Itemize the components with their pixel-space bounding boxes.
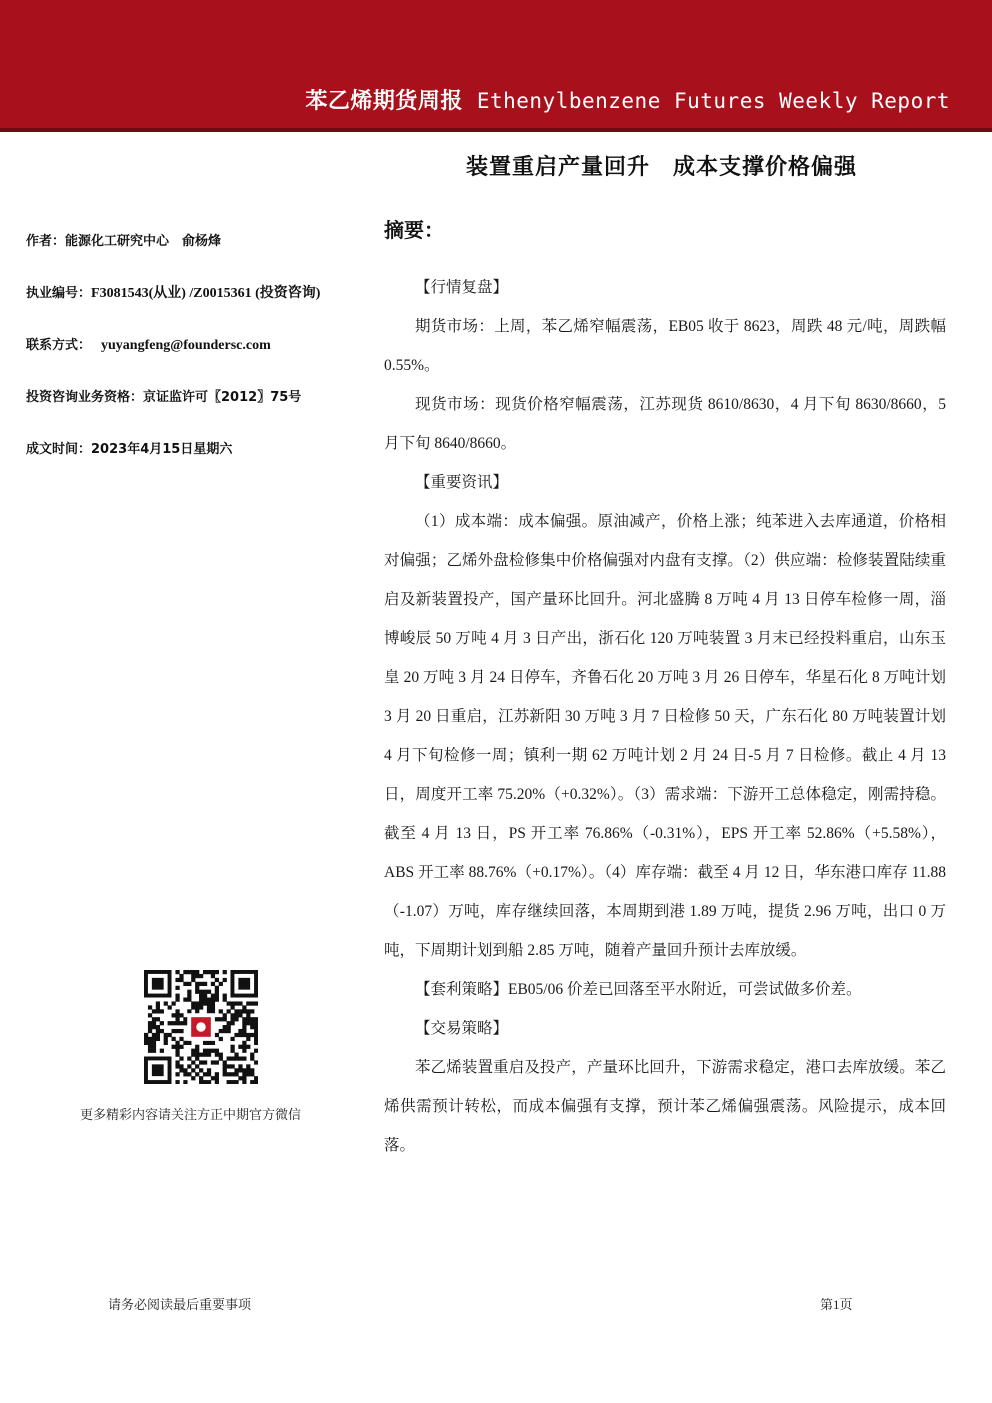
section-heading-trading: 【交易策略】: [415, 1020, 509, 1037]
summary-body: [384, 268, 946, 1165]
paragraph-spot-market: 现货市场：现货价格窄幅震荡，江苏现货 8610/8630，4 月下旬 8630/8660，5 月下旬 8640/8660。: [384, 396, 946, 452]
section-heading-news: 【重要资讯】: [415, 474, 509, 491]
page-number: 第1页: [820, 1297, 853, 1312]
date-row: [26, 438, 232, 457]
author-row: [26, 230, 221, 249]
qr-caption: 更多精彩内容请关注方正中期官方微信: [80, 1108, 302, 1123]
paragraph-arbitrage: 【套利策略】EB05/06 价差已回落至平水附近，可尝试做多价差。: [415, 981, 862, 998]
qualification-value: 京证监许可〖2012〗75号: [143, 390, 302, 405]
author-value: 能源化工研究中心 俞杨烽: [65, 234, 222, 249]
contact-row: [26, 334, 271, 354]
report-title: [305, 84, 950, 115]
license-row: [26, 282, 320, 302]
summary-heading: 摘要：: [384, 218, 444, 242]
author-label: 作者：: [26, 234, 66, 249]
report-title-cn: 苯乙烯期货周报: [305, 89, 463, 114]
contact-email[interactable]: yuyangfeng@foundersc.com: [101, 338, 271, 353]
qr-code-icon: [144, 970, 258, 1084]
footer-notice: 请务必阅读最后重要事项: [108, 1298, 252, 1313]
license-label: 执业编号：: [26, 286, 92, 301]
date-value: 2023年4月15日星期六: [91, 442, 233, 457]
paragraph-news: （1）成本端：成本偏强。原油减产，价格上涨；纯苯进入去库通道，价格相对偏强；乙烯外盘检修集中价格偏强对内盘有支撑。（2）供应端：检修装置陆续重启及新装置投产，国产量环比回升。河北盛腾 8 万吨 4 月 13 日停车检修一周，淄博峻辰 50 万吨 4 月 3 日产出，浙石化 120 万吨装置 3 月末已经投料重启，山东玉皇 20 万吨 3 月 24 日停车，齐鲁石化 20 万吨 3 月 26 日停车，华星石化 8 万吨计划 3 月 20 日重启，江苏新阳 30 万吨 3 月 7 日检修 50 天，广东石化 80 万吨装置计划 4 月下旬检修一周；镇利一期 62 万吨计划 2 月 24 日-5 月 7 日检修。截止 4 月 13 日，周度开工率 75.20%（+0.32%）。（3）需求端：下游开工总体稳定，刚需持稳。截至 4 月 13 日，PS 开工率 76.86%（-0.31%），EPS 开工率 52.86%（+5.58%），ABS 开工率 88.76%（+0.17%）。（4）库存端：截至 4 月 12 日，华东港口库存 11.88（-1.07）万吨，库存继续回落，本周期到港 1.89 万吨，提货 2.96 万吨，出口 0 万吨，下周期计划到船 2.85 万吨，随着产量回升预计去库放缓。: [384, 513, 946, 959]
headline: 装置重启产量回升 成本支撑价格偏强: [466, 155, 858, 180]
paragraph-trading: 苯乙烯装置重启及投产，产量环比回升，下游需求稳定，港口去库放缓。苯乙烯供需预计转松，而成本偏强有支撑，预计苯乙烯偏强震荡。风险提示，成本回落。: [384, 1059, 946, 1154]
report-title-en: Ethenylbenzene Futures Weekly Report: [476, 89, 950, 113]
header-banner: [0, 0, 992, 132]
date-label: 成文时间：: [26, 442, 92, 457]
section-heading-market-review: 【行情复盘】: [415, 279, 509, 296]
contact-label: 联系方式：: [26, 338, 92, 353]
qualification-label: 投资咨询业务资格：: [26, 390, 144, 405]
paragraph-futures-market: 期货市场：上周，苯乙烯窄幅震荡，EB05 收于 8623，周跌 48 元/吨，周跌幅 0.55%。: [384, 318, 946, 374]
license-value: F3081543(从业) /Z0015361 (投资咨询): [91, 286, 321, 301]
qualification-row: [26, 386, 301, 405]
